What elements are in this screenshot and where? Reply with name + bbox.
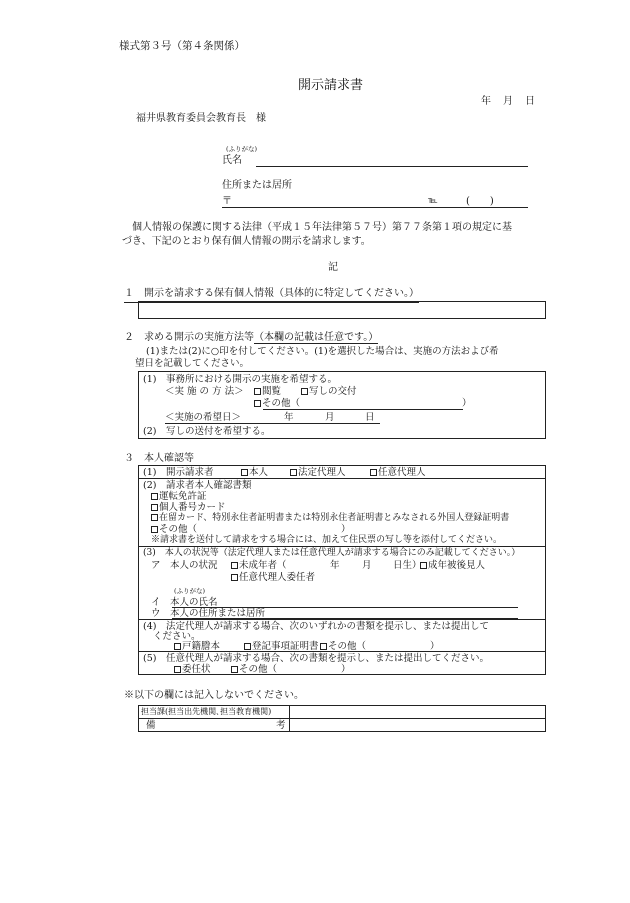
method-other-close: ） <box>462 398 472 409</box>
power-of-attorney-label: 委任状 <box>182 664 211 675</box>
id-residence-option[interactable] <box>151 513 509 524</box>
applicant-address-line[interactable] <box>222 207 528 208</box>
requester-legal-checkbox[interactable] <box>290 469 297 476</box>
id-license-checkbox[interactable] <box>151 493 158 500</box>
minor-day: 日生） <box>393 560 422 571</box>
method-view-option[interactable] <box>254 386 281 398</box>
intro-line-1: 個人情報の保護に関する法律（平成１５年法律第５７号）第７７条第１項の規定に基 <box>132 222 512 233</box>
section-2-note-2: 望日を記載してください。 <box>135 358 250 369</box>
id-other-checkbox[interactable] <box>151 526 158 533</box>
legal-docs-line-2: ください。 <box>153 631 201 642</box>
minor-label: 未成年者（ <box>239 560 287 571</box>
registry-cert-checkbox[interactable] <box>244 643 251 650</box>
method-view-checkbox[interactable] <box>254 388 261 395</box>
person-status-a: ア 本人の状況 <box>151 560 218 571</box>
family-register-label: 戸籍謄本 <box>182 641 221 652</box>
requester-label: (1) 開示請求者 <box>143 467 214 478</box>
applicant-name-label: 氏名 <box>222 155 242 166</box>
adult-ward-option[interactable] <box>420 560 485 572</box>
applicant-name-line[interactable] <box>256 166 528 167</box>
minor-month: 月 <box>362 560 372 571</box>
postal-mark: 〒 <box>222 196 232 207</box>
requester-voluntary-label: 任意代理人 <box>378 467 426 478</box>
tel-mark: ℡ <box>428 196 438 206</box>
office-remarks-right: 考 <box>276 720 286 731</box>
voluntary-principal-checkbox[interactable] <box>231 574 238 581</box>
power-of-attorney-checkbox[interactable] <box>174 666 181 673</box>
voluntary-other-close: ） <box>341 664 351 675</box>
requester-legal-option[interactable] <box>290 467 346 479</box>
method-copy-option[interactable] <box>301 386 357 398</box>
id-docs-note: ※請求書を送付して請求をする場合には、加えて住民票の写し等を添付してください。 <box>151 535 503 545</box>
office-remarks-field[interactable] <box>292 719 544 731</box>
requester-legal-label: 法定代理人 <box>298 467 346 478</box>
office-dept-field[interactable] <box>292 706 544 717</box>
minor-option[interactable] <box>231 560 287 572</box>
legal-docs-line-1: (4) 法定代理人が請求する場合、次のいずれかの書類を提示し、または提出して <box>143 621 489 632</box>
section-1-title: １ 開示を請求する保有個人情報（具体的に特定してください。） <box>124 288 419 303</box>
adult-ward-label: 成年被後見人 <box>428 560 486 571</box>
minor-year: 年 <box>330 560 340 571</box>
legal-other-checkbox[interactable] <box>320 643 327 650</box>
legal-other-option[interactable] <box>320 641 366 653</box>
legal-other-close: ） <box>430 641 440 652</box>
page-title: 開示請求書 <box>298 78 364 93</box>
method-label: ＜実 施 の 方 法＞ <box>165 386 244 397</box>
office-col-divider <box>289 705 290 732</box>
office-use-note: ※以下の欄には記入しないでください。 <box>124 690 304 701</box>
id-mynumber-label: 個人番号カード <box>159 502 226 513</box>
person-status-label: (3) 本人の状況等（法定代理人または任意代理人が請求する場合にのみ記載してください。） <box>143 548 521 558</box>
method-copy-label: 写しの交付 <box>309 386 357 397</box>
power-of-attorney-option[interactable] <box>174 664 211 676</box>
option-2-label[interactable]: (2) 写しの送付を希望する。 <box>143 426 271 437</box>
desired-date-label: ＜実施の希望日＞ <box>165 412 242 423</box>
voluntary-principal-option[interactable] <box>231 572 315 584</box>
person-furigana-label: (ふりがな) <box>174 587 206 595</box>
requester-self-label: 本人 <box>249 467 269 478</box>
requester-self-option[interactable] <box>241 467 268 479</box>
section-1-box[interactable] <box>138 301 546 319</box>
addressee: 福井県教育委員会教育長 様 <box>136 113 266 124</box>
date-line: 年 月 日 <box>481 96 536 107</box>
method-copy-checkbox[interactable] <box>301 388 308 395</box>
registry-cert-option[interactable] <box>244 641 319 653</box>
minor-checkbox[interactable] <box>231 562 238 569</box>
section-2-title <box>124 332 378 345</box>
voluntary-other-option[interactable] <box>231 664 277 676</box>
section-2-title-prefix: ２ 求める開示の実施方法等 <box>124 332 254 343</box>
applicant-address-label: 住所または居所 <box>222 180 292 191</box>
id-mynumber-checkbox[interactable] <box>151 504 158 511</box>
section-3-title: ３ 本人確認等 <box>124 453 194 464</box>
requester-self-checkbox[interactable] <box>241 469 248 476</box>
id-other-close: ） <box>341 524 351 535</box>
method-other-label: その他（ <box>262 398 301 409</box>
method-view-label: 閲覧 <box>262 386 282 397</box>
intro-line-2: づき、下記のとおり保有個人情報の開示を請求します。 <box>122 236 371 247</box>
voluntary-principal-label: 任意代理人委任者 <box>239 572 316 583</box>
desired-day: 日 <box>365 412 375 423</box>
legal-other-label: その他（ <box>328 641 367 652</box>
id-residence-checkbox[interactable] <box>151 514 158 521</box>
office-remarks-left: 備 <box>146 720 156 731</box>
family-register-checkbox[interactable] <box>174 643 181 650</box>
office-dept-label: 担当課(担当出先機関､担当教育機関) <box>141 707 272 716</box>
desired-date-line[interactable] <box>165 423 380 424</box>
adult-ward-checkbox[interactable] <box>420 562 427 569</box>
ki-label: 記 <box>328 262 338 273</box>
registry-cert-label: 登記事項証明書 <box>252 641 319 652</box>
desired-year: 年 <box>284 412 294 423</box>
method-other-line[interactable] <box>263 409 463 410</box>
voluntary-docs-line-1: (5) 任意代理人が請求する場合、次の書類を提示し、または提出してください。 <box>143 653 489 664</box>
option-1-label[interactable]: (1) 事務所における開示の実施を希望する。 <box>143 374 337 385</box>
person-address-label: ウ 本人の住所または居所 <box>151 608 266 619</box>
section-2-note-1: (1)または(2)に○印を付してください。(1)を選択した場合は、実施の方法および希 <box>146 346 499 357</box>
person-name-label: イ 本人の氏名 <box>151 597 218 608</box>
id-residence-label: 在留カード、特別永住者証明書または特別永住者証明書とみなされる外国人登録証明書 <box>159 513 510 523</box>
id-other-label: その他（ <box>159 524 198 535</box>
requester-voluntary-checkbox[interactable] <box>370 469 377 476</box>
tel-paren: ( ) <box>466 196 494 207</box>
section-2-optional-note: （本欄の記載は任意です。） <box>254 332 379 343</box>
voluntary-other-label: その他（ <box>239 664 278 675</box>
person-address-line[interactable] <box>172 618 518 619</box>
voluntary-other-checkbox[interactable] <box>231 666 238 673</box>
method-other-checkbox[interactable] <box>254 400 261 407</box>
id-docs-label: (2) 請求者本人確認書類 <box>143 480 252 491</box>
applicant-furigana-label: (ふりがな) <box>226 145 258 153</box>
family-register-option[interactable] <box>174 641 220 653</box>
desired-month: 月 <box>325 412 335 423</box>
form-number: 様式第３号（第４条関係） <box>119 40 245 52</box>
requester-voluntary-option[interactable] <box>370 467 426 479</box>
id-license-label: 運転免許証 <box>159 491 207 502</box>
